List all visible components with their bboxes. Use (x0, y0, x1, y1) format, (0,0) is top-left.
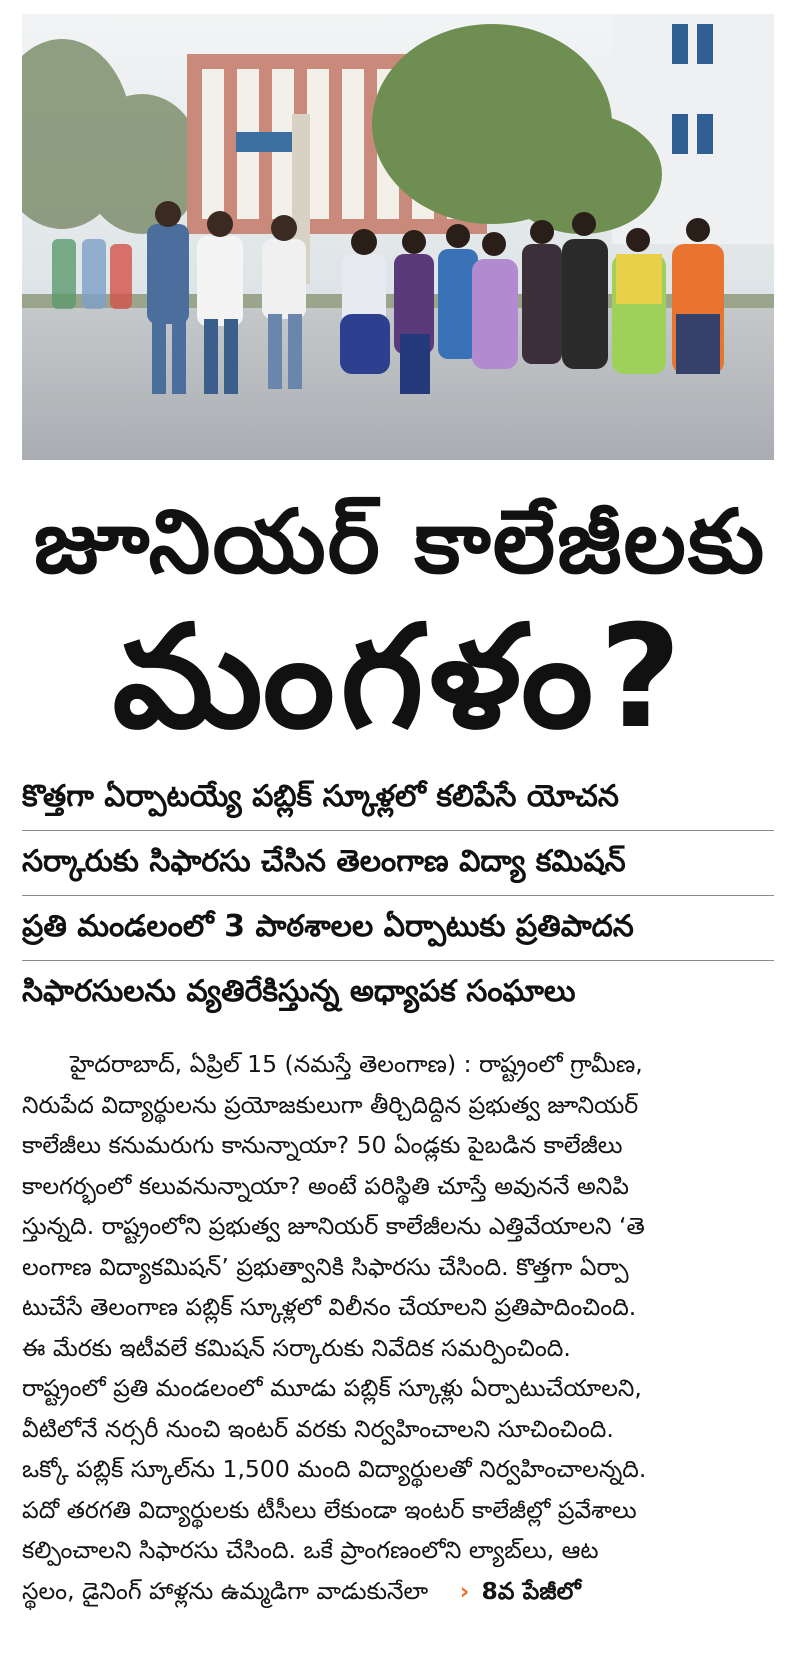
chevron-right-icon: › (459, 1576, 470, 1605)
subheadline-3: ప్రతి మండలంలో 3 పాఠశాలల ఏర్పాటుకు ప్రతిపాదన (22, 895, 774, 960)
body-line: ఈ మేరకు ఇటీవలే కమిషన్ సర్కారుకు నివేదిక సమర్పించింది. (22, 1333, 571, 1362)
body-line: రాష్ట్రంలో ప్రతి మండలంలో మూడు పబ్లిక్ స్కూళ్లు ఏర్పాటుచేయాలని, (22, 1374, 642, 1402)
article-body (22, 1044, 774, 1611)
body-line: ఒక్కో పబ్లిక్ స్కూల్‌ను 1,500 మంది విద్యార్థులతో నిర్వహించాలన్నది. (22, 1455, 647, 1483)
news-photo (22, 14, 774, 460)
body-line: పదో తరగతి విద్యార్థులకు టీసీలు లేకుండా ఇంటర్ కాలేజీల్లో ప్రవేశాలు (22, 1495, 637, 1524)
subheadline-2: సర్కారుకు సిఫారసు చేసిన తెలంగాణ విద్యా కమిషన్ (22, 830, 774, 895)
body-line: స్తున్నది. రాష్ట్రంలోని ప్రభుత్వ జూనియర్ కాలేజీలను ఎత్తివేయాలని ‘తె (22, 1212, 645, 1240)
subheadline-1: కొత్తగా ఏర్పాటయ్యే పబ్లిక్ స్కూళ్లలో కలిపేసే యోచన (22, 779, 619, 814)
body-line: టుచేసే తెలంగాణ పబ్లిక్ స్కూళ్లలో విలీనం చేయాలని ప్రతిపాదించింది. (22, 1293, 637, 1321)
subheadline-4: సిఫారసులను వ్యతిరేకిస్తున్న అధ్యాపక సంఘాలు (22, 960, 774, 1025)
continued-label: 8వ పేజీలో (481, 1576, 581, 1605)
body-line-text: స్థలం, డైనింగ్ హాళ్లను ఉమ్మడిగా వాడుకునేలా (22, 1576, 429, 1605)
students-walking-photo (22, 14, 774, 460)
body-line: వీటిలోనే నర్సరీ నుంచి ఇంటర్ వరకు నిర్వహించాలని సూచించింది. (22, 1414, 614, 1443)
body-line: నిరుపేద విద్యార్థులను ప్రయోజకులుగా తీర్చిదిద్దిన ప్రభుత్వ జూనియర్ (22, 1090, 639, 1119)
body-line: కాలేజీలు కనుమరుగు కానున్నాయా? 50 ఏండ్లకు పైబడిన కాలేజీలు (22, 1131, 623, 1159)
body-line-last (22, 1571, 774, 1612)
body-line: కాలగర్భంలో కలువనున్నాయా? అంటే పరిస్థితి చూస్తే అవుననే అనిపి (22, 1171, 629, 1200)
continued-on-page[interactable] (460, 1577, 581, 1605)
subheadline-list (22, 766, 774, 1025)
body-line: హైదరాబాద్, ఏప్రిల్ 15 (నమస్తే తెలంగాణ) : రాష్ట్రంలో గ్రామీణ, (70, 1050, 643, 1078)
headline-line-1: జూనియర్ కాలేజీలకు (33, 490, 767, 593)
headline-line-2: మంగళం? (112, 595, 688, 760)
body-line: లంగాణ విద్యాకమిషన్’ ప్రభుత్వానికి సిఫారసు చేసింది. కొత్తగా ఏర్పా (22, 1252, 629, 1281)
body-line: కల్పించాలని సిఫారసు చేసింది. ఒకే ప్రాంగణంలోని ల్యాబ్‌లు, ఆట (22, 1536, 599, 1564)
